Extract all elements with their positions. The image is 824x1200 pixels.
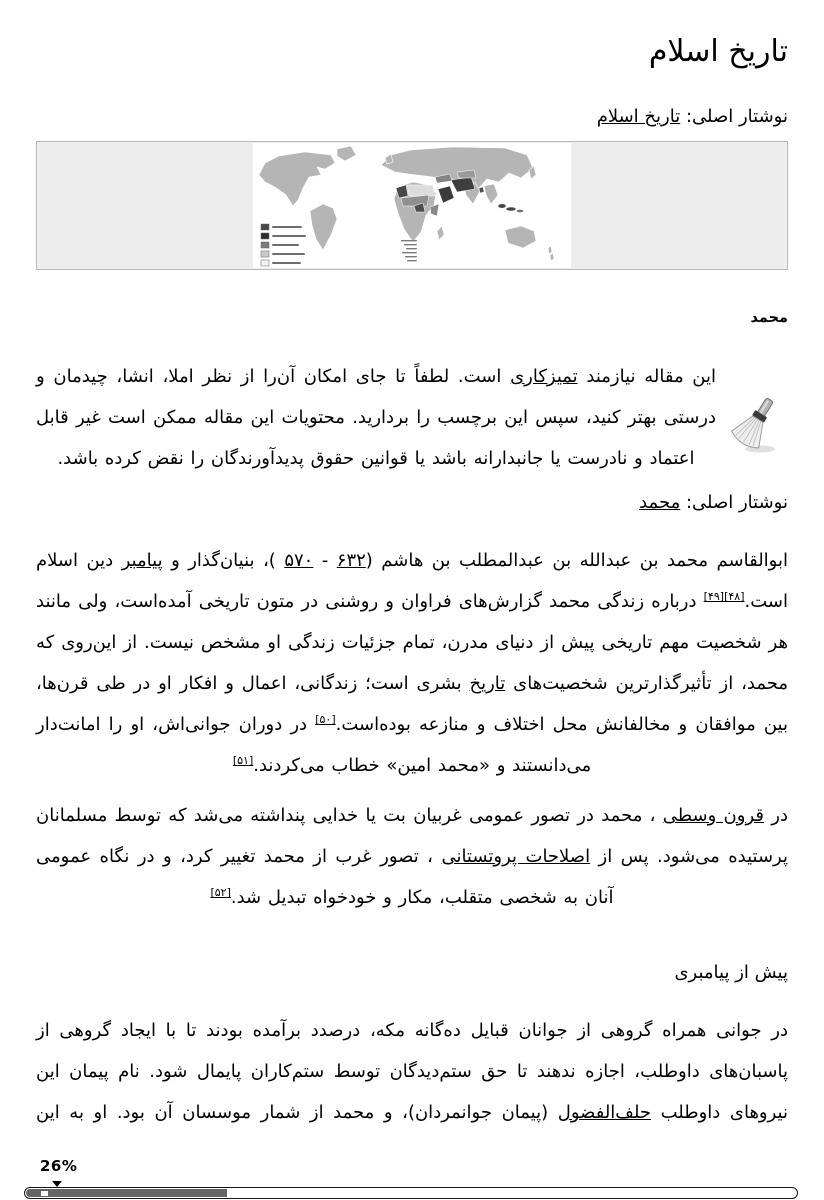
progress-bar-fill [26, 1189, 227, 1197]
text-run: این مقاله نیازمند [577, 366, 716, 387]
inline-link[interactable]: حلف‌الفضول [557, 1102, 652, 1123]
text-run: ابوالقاسم محمد بن عبدالله بن عبدالمطلب بن هاشم ( [365, 550, 788, 571]
page-title: تاریخ اسلام [648, 34, 788, 69]
broom-icon [730, 396, 782, 454]
progress-bookmark-marker [41, 1191, 48, 1196]
text-run: (پیمان جوانمردان)، و محمد از شمار موسسان آن بود. او به این [36, 1102, 558, 1123]
hatnote-prefix: نوشتار اصلی: [680, 106, 788, 127]
cleanup-notice-text [36, 366, 716, 469]
islam-world-map-figure [36, 141, 788, 270]
progress-bar[interactable] [24, 1187, 798, 1199]
text-run: بشری است؛ زندگانی، اعمال و افکار او در طی قرن‌ها، بین موافقان و مخالفانش محل اختلاف و منازعه بوده‌است. [36, 673, 788, 735]
paragraph-hilf-al-fudul [36, 1010, 788, 1133]
inline-link[interactable]: پیامبر [121, 550, 163, 571]
progress-percent-label: 26% [40, 1157, 78, 1175]
text-run: در جوانی همراه گروهی از جوانان قبایل ده‌گانه مکه، درصدد برآمده بودند تا با ایجاد گروهی از پاسبان‌های داوطلب، اجازه ندهند تا حق ستم‌دیدگان توسط ستم‌کاران پایمال شود. نام پیمان این نیروهای داوطلب [36, 1020, 789, 1123]
text-run: درباره زندگی محمد گزارش‌های فراوان و روشنی در متون تاریخی آمده‌است، ولی مانند هر شخصیت مهم تاریخی پیش از دنیای مدرن، تمام جزئیات زندگی او مشخص نیست. از این‌روی که محمد، از تأثیرگذارترین شخصیت‌های [36, 591, 788, 694]
reference-link[interactable]: [۵۰] [315, 713, 336, 726]
inline-link[interactable]: قرون وسطی [662, 805, 764, 826]
text-run: )، بنیان‌گذار و [162, 550, 285, 571]
reference-link[interactable]: [۵۲] [210, 886, 231, 899]
hatnote-main-article-top [597, 102, 788, 132]
text-run: در دوران جوانی‌اش، او را امانت‌دار می‌دانستند و «محمد امین» خطاب می‌کردند. [36, 714, 592, 776]
inline-link[interactable]: ۶۳۲ [336, 550, 366, 571]
text-run: است. لطفاً تا جای امکان آن‌را از نظر املا، انشا، چیدمان و درستی بهتر کنید، سپس این برچسب را بردارید. محتویات این مقاله ممکن است غیر قابل اعتماد و نادرست یا جانبدارانه باشد یا قوانین حقوق پدیدآورندگان را نقض کرده باشد. [36, 366, 716, 469]
main-article-link[interactable]: تاریخ اسلام [596, 106, 681, 127]
inline-link[interactable]: اصلاحات پروتستانی [441, 846, 591, 867]
inline-link[interactable]: تاریخ [469, 673, 506, 694]
text-run: - [313, 550, 337, 571]
cleanup-notice [36, 356, 788, 479]
text-run: در [764, 805, 788, 826]
section-heading-muhammad: محمد [750, 310, 788, 326]
reference-link[interactable]: [۴۸] [724, 590, 745, 603]
hatnote-main-article-muhammad [639, 488, 788, 518]
world-map-image[interactable] [253, 143, 571, 268]
inline-link[interactable]: تمیزکاری [510, 366, 578, 387]
section-heading-before-prophethood: پیش از پیامبری [674, 962, 788, 983]
hatnote-prefix: نوشتار اصلی: [680, 492, 788, 513]
text-run: ، محمد در تصور عمومی غربیان بت یا خدایی پنداشته می‌شد که توسط مسلمانان پرستیده می‌شود. پس از [36, 805, 788, 867]
main-article-link-muhammad[interactable]: محمد [639, 492, 681, 513]
text-run: ، تصور غرب از محمد تغییر کرد، و در نگاه عمومی آنان به شخصی متقلب، مکار و خودخواه تبدیل شد. [36, 846, 614, 908]
reference-link[interactable]: [۵۱] [232, 754, 254, 767]
paragraph-medieval-view [36, 795, 788, 918]
reference-link[interactable]: [۴۹] [703, 590, 725, 603]
text-run: دین اسلام است. [36, 550, 788, 612]
inline-link[interactable]: ۵۷۰ [284, 550, 314, 571]
paragraph-muhammad-bio [36, 540, 788, 786]
